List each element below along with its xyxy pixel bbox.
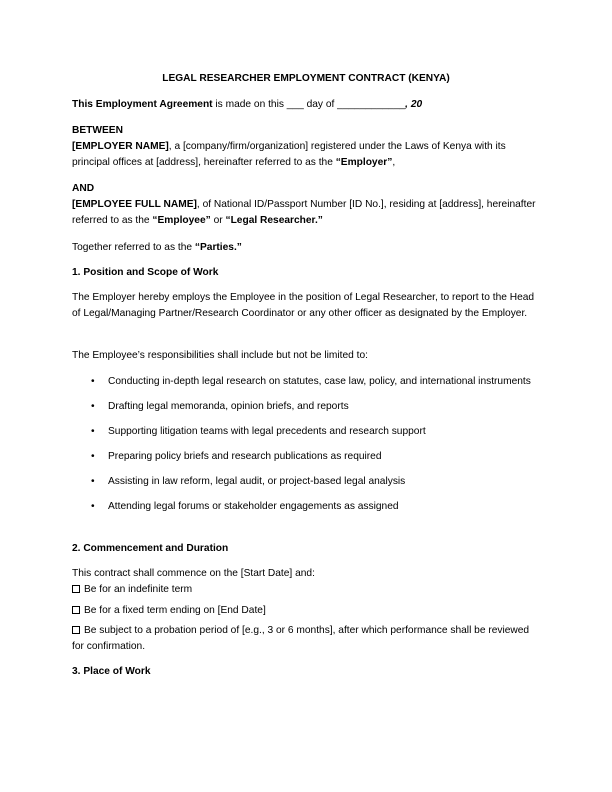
intro-year: , 20 [405, 99, 423, 110]
parties-term: “Parties.” [194, 242, 242, 253]
section2-heading: 2. Commencement and Duration [72, 543, 229, 554]
responsibilities-list [72, 374, 542, 524]
list-item: • Conducting in-depth legal research on statutes, case law, policy, and international instruments [72, 374, 542, 390]
checkbox-icon[interactable] [72, 606, 80, 614]
checkbox-icon[interactable] [72, 626, 80, 634]
bullet-icon: • [91, 500, 95, 512]
list-item: • Assisting in law reform, legal audit, or project-based legal analysis [72, 474, 542, 490]
researcher-term: “Legal Researcher.” [225, 214, 323, 226]
section3-heading: 3. Place of Work [72, 666, 151, 677]
employer-name: [EMPLOYER NAME] [72, 141, 169, 152]
option-fixed-term: Be for a fixed term ending on [End Date] [72, 603, 542, 619]
intro-bold: This Employment Agreement [72, 99, 213, 110]
employee-paragraph: [EMPLOYEE FULL NAME], of National ID/Passport Number [ID No.], residing at [address], hereinafter referred to as the “Employee” or “Legal Researcher.” [72, 199, 536, 226]
list-item: • Preparing policy briefs and research publications as required [72, 449, 542, 465]
bullet-icon: • [91, 376, 95, 387]
intro-text: is made on this ___ day of ____________ [212, 99, 406, 110]
document-title: LEGAL RESEARCHER EMPLOYMENT CONTRACT (KENYA) [162, 73, 450, 84]
bullet-icon: • [91, 400, 95, 412]
bullet-icon: • [91, 450, 95, 462]
intro-paragraph [72, 97, 542, 113]
and-heading: AND [72, 183, 95, 194]
list-item: • Drafting legal memoranda, opinion briefs, and reports [72, 399, 542, 415]
bullet-icon: • [91, 425, 95, 437]
employee-name: [EMPLOYEE FULL NAME] [72, 199, 197, 210]
employer-term: “Employer” [335, 156, 393, 168]
employer-paragraph: [EMPLOYER NAME], a [company/firm/organization] registered under the Laws of Kenya with its principal offices at [address], hereinafter referred to as the “Employer”, [72, 141, 506, 168]
employee-term: “Employee” [152, 214, 211, 226]
option-probation: Be subject to a probation period of [e.g., 3 or 6 months], after which performance shall be reviewed for confirmation. [72, 625, 530, 652]
option-indefinite: Be for an indefinite term [72, 582, 542, 598]
section2-intro: This contract shall commence on the [Start Date] and: [72, 568, 315, 579]
list-item: • Supporting litigation teams with legal precedents and research support [72, 424, 542, 440]
between-heading: BETWEEN [72, 125, 123, 136]
responsibilities-intro: The Employee’s responsibilities shall include but not be limited to: [72, 350, 368, 361]
bullet-icon: • [91, 475, 95, 487]
section1-paragraph: The Employer hereby employs the Employee in the position of Legal Researcher, to report to the Head of Legal/Managing Partner/Research Coordinator or any other officer as designated by the Employer. [72, 292, 535, 319]
parties-paragraph: Together referred to as the “Parties.” [72, 242, 242, 253]
list-item: • Attending legal forums or stakeholder engagements as assigned [72, 499, 542, 515]
section1-heading: 1. Position and Scope of Work [72, 267, 219, 278]
checkbox-icon[interactable] [72, 585, 80, 593]
